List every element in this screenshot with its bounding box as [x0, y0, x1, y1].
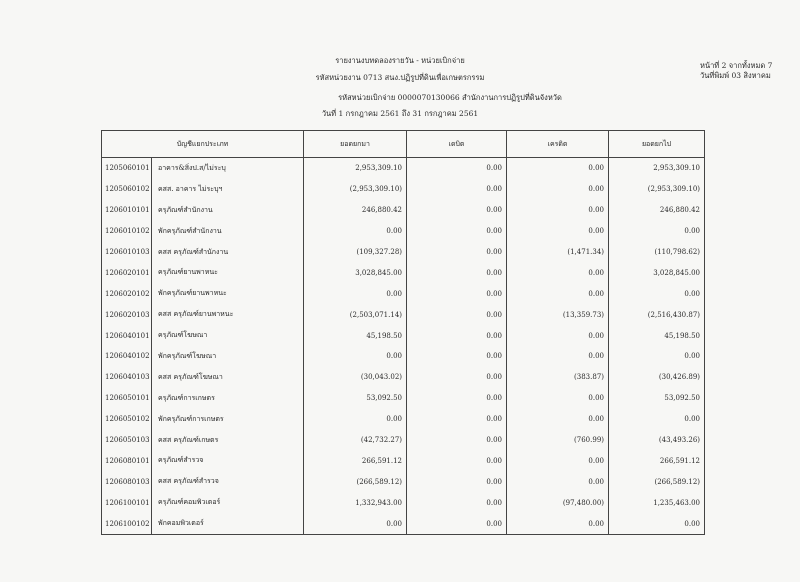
closing-balance: 1,235,463.00 [609, 492, 705, 513]
department-line: รหัสหน่วยงาน 0713 สนง.ปฏิรูปที่ดินเพื่อเกษตรกรรม [315, 73, 485, 82]
credit-amount: (760.99) [507, 430, 609, 451]
table-body [102, 158, 705, 535]
opening-balance: 0.00 [304, 409, 407, 430]
table-row [102, 179, 705, 200]
table-row [102, 158, 705, 179]
account-name: อาคาร&สิ่งป.ส/ไม่ระบุ [152, 158, 304, 179]
date-range: วันที่ 1 กรกฎาคม 2561 ถึง 31 กรกฎาคม 2561 [321, 109, 479, 118]
account-code: 1206050103 [102, 430, 152, 451]
col-header-closing: ยอดยกไป [609, 131, 705, 158]
account-name: คสส ครุภัณฑ์เกษตร [152, 430, 304, 451]
report-title: รายงานงบทดลองรายวัน - หน่วยเบิกจ่าย [335, 56, 465, 65]
credit-amount: (383.87) [507, 367, 609, 388]
closing-balance: (43,493.26) [609, 430, 705, 451]
credit-amount: 0.00 [507, 513, 609, 534]
account-name: ครุภัณฑ์การเกษตร [152, 388, 304, 409]
opening-balance: 246,880.42 [304, 200, 407, 221]
credit-amount: 0.00 [507, 158, 609, 179]
trial-balance-table [101, 130, 705, 535]
table-row [102, 283, 705, 304]
print-date: วันที่พิมพ์ 03 สิงหาคม [700, 71, 771, 80]
table-row [102, 346, 705, 367]
closing-balance: (30,426.89) [609, 367, 705, 388]
account-code: 1206100102 [102, 513, 152, 534]
credit-amount: 0.00 [507, 346, 609, 367]
account-code: 1206040103 [102, 367, 152, 388]
closing-balance: 0.00 [609, 221, 705, 242]
page-number: หน้าที่ 2 จากทั้งหมด 7 [700, 61, 773, 70]
credit-amount: 0.00 [507, 450, 609, 471]
debit-amount: 0.00 [407, 430, 507, 451]
account-code: 1206040102 [102, 346, 152, 367]
table-row [102, 221, 705, 242]
closing-balance: 3,028,845.00 [609, 262, 705, 283]
table-row [102, 242, 705, 263]
credit-amount: 0.00 [507, 409, 609, 430]
opening-balance: (42,732.27) [304, 430, 407, 451]
credit-amount: (1,471.34) [507, 242, 609, 263]
closing-balance: 246,880.42 [609, 200, 705, 221]
debit-amount: 0.00 [407, 346, 507, 367]
table-row [102, 388, 705, 409]
debit-amount: 0.00 [407, 471, 507, 492]
opening-balance: (30,043.02) [304, 367, 407, 388]
credit-amount: 0.00 [507, 221, 609, 242]
credit-amount: 0.00 [507, 325, 609, 346]
credit-amount: 0.00 [507, 283, 609, 304]
account-code: 1206010103 [102, 242, 152, 263]
account-code: 1205060101 [102, 158, 152, 179]
opening-balance: 0.00 [304, 513, 407, 534]
account-code: 1206100101 [102, 492, 152, 513]
account-name: ครุภัณฑ์สำรวจ [152, 450, 304, 471]
opening-balance: (2,503,071.14) [304, 304, 407, 325]
disbursing-unit-line: รหัสหน่วยเบิกจ่าย 0000070130066 สำนักงานการปฏิรูปที่ดินจังหวัด [338, 93, 562, 102]
account-code: 1206040101 [102, 325, 152, 346]
closing-balance: 0.00 [609, 346, 705, 367]
opening-balance: 45,198.50 [304, 325, 407, 346]
closing-balance: 266,591.12 [609, 450, 705, 471]
opening-balance: (266,589.12) [304, 471, 407, 492]
account-name: ครุภัณฑ์คอมพิวเตอร์ [152, 492, 304, 513]
closing-balance: (2,953,309.10) [609, 179, 705, 200]
account-name: พักครุภัณฑ์โฆษณา [152, 346, 304, 367]
account-code: 1206050101 [102, 388, 152, 409]
account-name: คสส ครุภัณฑ์โฆษณา [152, 367, 304, 388]
debit-amount: 0.00 [407, 283, 507, 304]
debit-amount: 0.00 [407, 179, 507, 200]
account-code: 1206020101 [102, 262, 152, 283]
table-row [102, 367, 705, 388]
closing-balance: 0.00 [609, 283, 705, 304]
debit-amount: 0.00 [407, 242, 507, 263]
debit-amount: 0.00 [407, 367, 507, 388]
closing-balance: 53,092.50 [609, 388, 705, 409]
credit-amount: 0.00 [507, 179, 609, 200]
col-header-account: บัญชีแยกประเภท [102, 131, 304, 158]
account-code: 1206080103 [102, 471, 152, 492]
table-row [102, 200, 705, 221]
col-header-credit: เครดิต [507, 131, 609, 158]
credit-amount: 0.00 [507, 200, 609, 221]
account-name: พักครุภัณฑ์สำนักงาน [152, 221, 304, 242]
debit-amount: 0.00 [407, 221, 507, 242]
credit-amount: (97,480.00) [507, 492, 609, 513]
opening-balance: 0.00 [304, 346, 407, 367]
opening-balance: 0.00 [304, 221, 407, 242]
table-row [102, 450, 705, 471]
account-name: ครุภัณฑ์ยานพาหนะ [152, 262, 304, 283]
account-name: ครุภัณฑ์โฆษณา [152, 325, 304, 346]
account-name: ครุภัณฑ์สำนักงาน [152, 200, 304, 221]
account-code: 1205060102 [102, 179, 152, 200]
opening-balance: (109,327.28) [304, 242, 407, 263]
account-code: 1206010102 [102, 221, 152, 242]
debit-amount: 0.00 [407, 513, 507, 534]
account-code: 1206080101 [102, 450, 152, 471]
opening-balance: 1,332,943.00 [304, 492, 407, 513]
account-name: พักครุภัณฑ์การเกษตร [152, 409, 304, 430]
table-row [102, 471, 705, 492]
account-name: คสส ครุภัณฑ์ยานพาหนะ [152, 304, 304, 325]
debit-amount: 0.00 [407, 409, 507, 430]
account-name: คสส ครุภัณฑ์สำรวจ [152, 471, 304, 492]
opening-balance: 266,591.12 [304, 450, 407, 471]
debit-amount: 0.00 [407, 262, 507, 283]
closing-balance: 0.00 [609, 409, 705, 430]
credit-amount: 0.00 [507, 262, 609, 283]
closing-balance: (266,589.12) [609, 471, 705, 492]
account-name: คสส. อาคาร ไม่ระบุฯ [152, 179, 304, 200]
credit-amount: 0.00 [507, 388, 609, 409]
opening-balance: 0.00 [304, 283, 407, 304]
closing-balance: (2,516,430.87) [609, 304, 705, 325]
table-row [102, 262, 705, 283]
table-row [102, 492, 705, 513]
table-row [102, 409, 705, 430]
table-row [102, 304, 705, 325]
debit-amount: 0.00 [407, 200, 507, 221]
table-row [102, 430, 705, 451]
debit-amount: 0.00 [407, 388, 507, 409]
closing-balance: 45,198.50 [609, 325, 705, 346]
opening-balance: 53,092.50 [304, 388, 407, 409]
account-name: พักคอมพิวเตอร์ [152, 513, 304, 534]
table-row [102, 513, 705, 534]
closing-balance: (110,798.62) [609, 242, 705, 263]
opening-balance: (2,953,309.10) [304, 179, 407, 200]
account-code: 1206010101 [102, 200, 152, 221]
credit-amount: 0.00 [507, 471, 609, 492]
debit-amount: 0.00 [407, 325, 507, 346]
account-name: พักครุภัณฑ์ยานพาหนะ [152, 283, 304, 304]
closing-balance: 0.00 [609, 513, 705, 534]
debit-amount: 0.00 [407, 158, 507, 179]
debit-amount: 0.00 [407, 450, 507, 471]
opening-balance: 3,028,845.00 [304, 262, 407, 283]
closing-balance: 2,953,309.10 [609, 158, 705, 179]
table-row [102, 325, 705, 346]
debit-amount: 0.00 [407, 304, 507, 325]
account-code: 1206020102 [102, 283, 152, 304]
col-header-opening: ยอดยกมา [304, 131, 407, 158]
account-name: คสส ครุภัณฑ์สำนักงาน [152, 242, 304, 263]
col-header-debit: เดบิต [407, 131, 507, 158]
account-code: 1206020103 [102, 304, 152, 325]
opening-balance: 2,953,309.10 [304, 158, 407, 179]
credit-amount: (13,359.73) [507, 304, 609, 325]
debit-amount: 0.00 [407, 492, 507, 513]
account-code: 1206050102 [102, 409, 152, 430]
table-header-row [102, 131, 705, 158]
